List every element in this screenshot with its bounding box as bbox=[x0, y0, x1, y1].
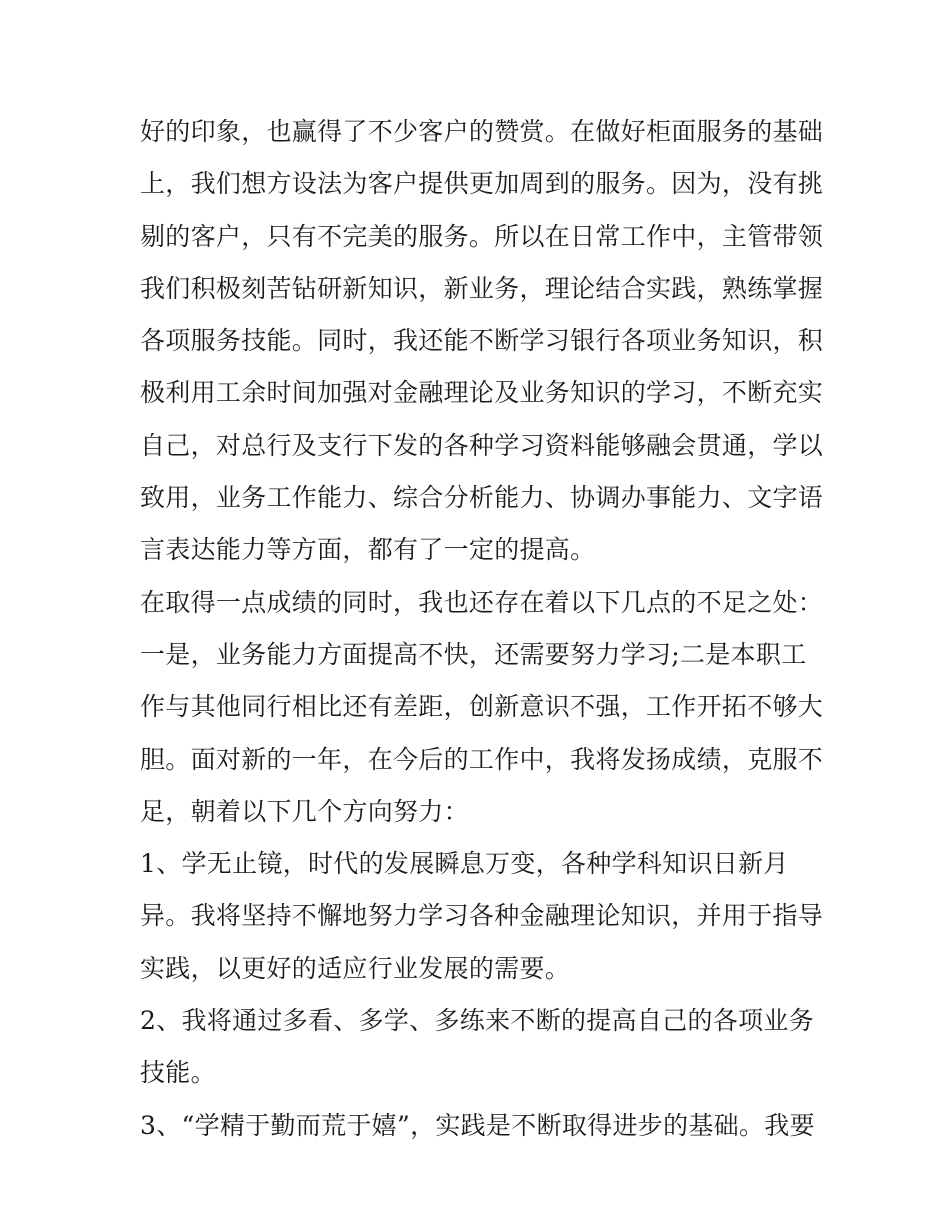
text-line: 作与其他同行相比还有差距，创新意识不强，工作开拓不够大 bbox=[140, 692, 824, 722]
text-line: 剔的客户，只有不完美的服务。所以在日常工作中，主管带领 bbox=[140, 221, 824, 251]
text-line: 3、“学精于勤而荒于嬉”，实践是不断取得进步的基础。我要 bbox=[140, 1110, 815, 1140]
text-line: 足，朝着以下几个方向努力： bbox=[140, 796, 469, 826]
text-line: 技能。 bbox=[140, 1058, 216, 1088]
text-line: 好的印象，也赢得了不少客户的赞赏。在做好柜面服务的基础 bbox=[140, 117, 824, 146]
text-line: 异。我将坚持不懈地努力学习各种金融理论知识，并用于指导 bbox=[140, 901, 824, 931]
text-line: 2、我将通过多看、多学、多练来不断的提高自己的各项业务 bbox=[140, 1006, 815, 1036]
text-line: 自己，对总行及支行下发的各种学习资料能够融会贯通，学以 bbox=[140, 430, 824, 460]
body-text bbox=[140, 106, 824, 1152]
text-line: 1、学无止镜，时代的发展瞬息万变，各种学科知识日新月 bbox=[140, 849, 789, 879]
text-line: 各项服务技能。同时，我还能不断学习银行各项业务知识，积 bbox=[140, 326, 824, 356]
text-line: 言表达能力等方面，都有了一定的提高。 bbox=[140, 535, 596, 565]
text-line: 极利用工余时间加强对金融理论及业务知识的学习，不断充实 bbox=[140, 378, 824, 408]
text-line: 在取得一点成绩的同时，我也还存在着以下几点的不足之处： bbox=[140, 587, 824, 617]
text-line: 一是，业务能力方面提高不快，还需要努力学习;二是本职工 bbox=[140, 639, 807, 669]
text-line: 上，我们想方设法为客户提供更加周到的服务。因为，没有挑 bbox=[140, 169, 824, 199]
text-line: 致用，业务工作能力、综合分析能力、协调办事能力、文字语 bbox=[140, 483, 824, 513]
text-line: 胆。面对新的一年，在今后的工作中，我将发扬成绩，克服不 bbox=[140, 744, 824, 774]
text-line: 我们积极刻苦钻研新知识，新业务，理论结合实践，熟练掌握 bbox=[140, 273, 824, 303]
text-line: 实践，以更好的适应行业发展的需要。 bbox=[140, 953, 571, 983]
